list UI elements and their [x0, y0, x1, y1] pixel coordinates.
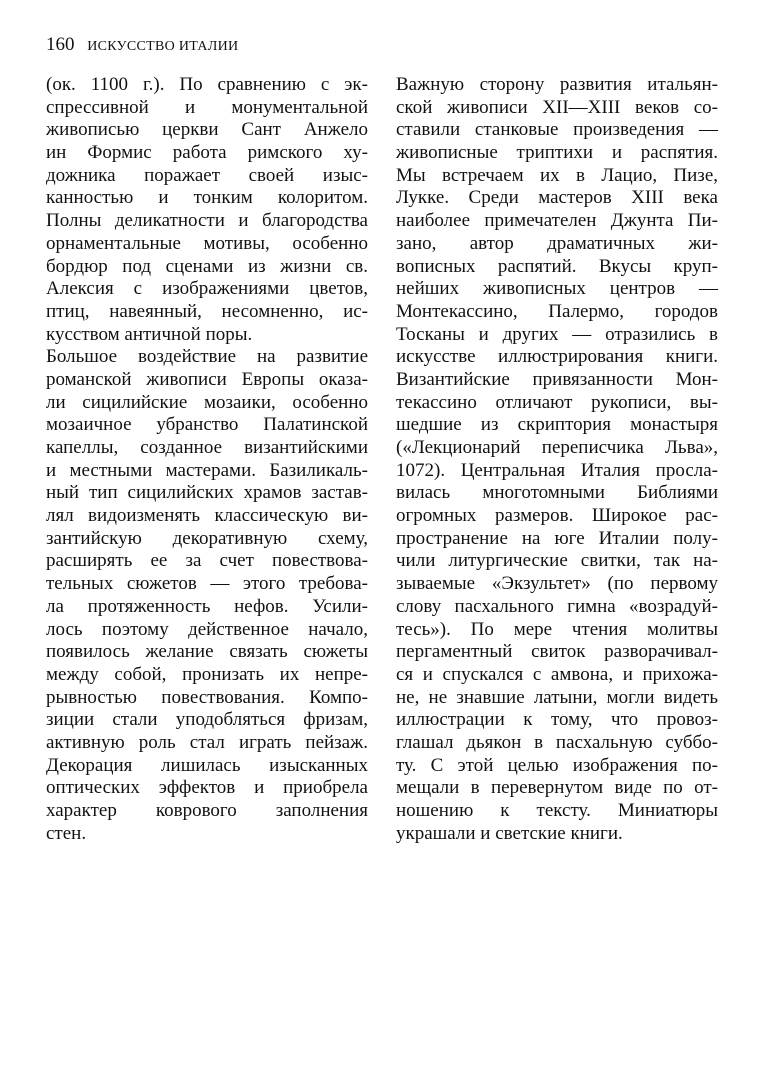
text-line: и местными мастерами. Базиликаль- — [46, 459, 368, 481]
text-line: Мы встречаем их в Лацио, Пизе, — [396, 164, 718, 186]
text-line: появилось желание связать сюжеты — [46, 641, 368, 663]
text-line: зиции стали уподобляться фризам, — [46, 709, 368, 731]
text-line: лял видоизменять классическую ви- — [46, 505, 368, 527]
text-line: лось поэтому действенное начало, — [46, 618, 368, 640]
running-title: ИСКУССТВО ИТАЛИИ — [87, 39, 239, 54]
text-line: шедшие из скриптория монастыря — [396, 414, 718, 436]
text-line: активную роль стал играть пейзаж. — [46, 731, 368, 753]
text-line: иллюстрации к тому, что провоз- — [396, 709, 718, 731]
text-line: пространение на юге Италии полу- — [396, 527, 718, 549]
text-line: пергаментный свиток разворачивал- — [396, 641, 718, 663]
text-line: тельных сюжетов — этого требова- — [46, 573, 368, 595]
text-line: ту. С этой целью изображения по- — [396, 754, 718, 776]
text-line: капеллы, созданное византийскими — [46, 437, 368, 458]
text-line: ской живописи XII—XIII веков со- — [396, 96, 718, 118]
text-line: оптических эффектов и приобрела — [46, 777, 368, 799]
text-line: наиболее примечателен Джунта Пи- — [396, 210, 718, 232]
text-line: искусстве иллюстрирования книги. — [396, 346, 718, 368]
text-line: украшали и светские книги. — [396, 822, 623, 844]
text-line: ли сицилийские мозаики, особенно — [46, 391, 368, 413]
text-line: ла протяженность нефов. Усили- — [46, 595, 368, 617]
text-line: Монтекассино, Палермо, городов — [396, 300, 718, 322]
text-line: ный тип сицилийских храмов застав- — [46, 482, 368, 504]
text-line: тесь»). По мере чтения молитвы — [396, 618, 718, 640]
page-number: 160 — [46, 34, 75, 55]
text-line: характер коврового заполнения — [46, 800, 368, 821]
text-line: ношению к тексту. Миниатюры — [396, 800, 718, 821]
text-line: Тосканы и других — отразились в — [396, 323, 718, 345]
text-line: Важную сторону развития итальян- — [396, 74, 718, 95]
text-line: ся и спускался с амвона, и прихожа- — [396, 663, 718, 685]
text-line: (ок. 1100 г.). По сравнению с эк- — [46, 74, 368, 95]
text-line: рывностью повествования. Компо- — [46, 686, 368, 708]
text-line: Большое воздействие на развитие — [46, 346, 368, 368]
text-line: зано, автор драматичных жи- — [396, 232, 718, 254]
text-line: зантийскую декоративную схему, — [46, 527, 368, 549]
text-line: вописных распятий. Вкусы круп- — [396, 255, 718, 277]
text-line: бордюр под сценами из жизни св. — [46, 255, 368, 277]
running-head — [46, 34, 238, 58]
text-line: орнаментальные мотивы, особенно — [46, 232, 368, 254]
text-line: спрессивной и монументальной — [46, 96, 368, 118]
text-line: глашал дьякон в пасхальную суббо- — [396, 731, 718, 753]
text-line: кусством античной поры. — [46, 323, 253, 345]
text-line: 1072). Центральная Италия просла- — [396, 459, 718, 481]
text-line: не, не знавшие латыни, могли видеть — [396, 686, 718, 708]
text-line: Алексия с изображениями цветов, — [46, 278, 368, 300]
text-line: зываемые «Экзультет» (по первому — [396, 573, 718, 595]
text-line: ин Формис работа римского ху- — [46, 142, 368, 164]
text-line: между собой, пронизать их непре- — [46, 663, 368, 685]
text-line: расширять ее за счет повествова- — [46, 550, 368, 572]
text-line: ставили станковые произведения — — [396, 119, 718, 141]
text-line: дожника поражает своей изыс- — [46, 164, 368, 186]
text-line: живописью церкви Сант Анжело — [46, 119, 368, 141]
text-line: мозаичное убранство Палатинской — [46, 414, 368, 436]
text-line: огромных размеров. Широкое рас- — [396, 505, 718, 527]
text-line: Декорация лишилась изысканных — [46, 754, 368, 776]
text-line: вилась многотомными Библиями — [396, 482, 718, 504]
text-line: чили литургические свитки, так на- — [396, 550, 718, 572]
text-line: слову пасхального гимна «возрадуй- — [396, 595, 718, 617]
text-line: канностью и тонким колоритом. — [46, 187, 368, 209]
text-line: романской живописи Европы оказа- — [46, 368, 368, 390]
text-line: Лукке. Среди мастеров XIII века — [396, 187, 718, 209]
text-line: Византийские привязанности Мон- — [396, 368, 718, 390]
text-line: стен. — [46, 822, 87, 844]
text-line: текассино отличают рукописи, вы- — [396, 391, 718, 413]
text-line: птиц, навеянный, несомненно, ис- — [46, 300, 368, 322]
text-line: живописные триптихи и распятия. — [396, 142, 718, 164]
text-column-right — [396, 74, 718, 845]
text-line: Полны деликатности и благородства — [46, 210, 368, 232]
text-line: нейших живописных центров — — [396, 278, 718, 300]
text-column-left — [46, 74, 368, 845]
text-line: мещали в перевернутом виде по от- — [396, 777, 718, 799]
text-line: («Лекционарий переписчика Льва», — [396, 437, 718, 458]
